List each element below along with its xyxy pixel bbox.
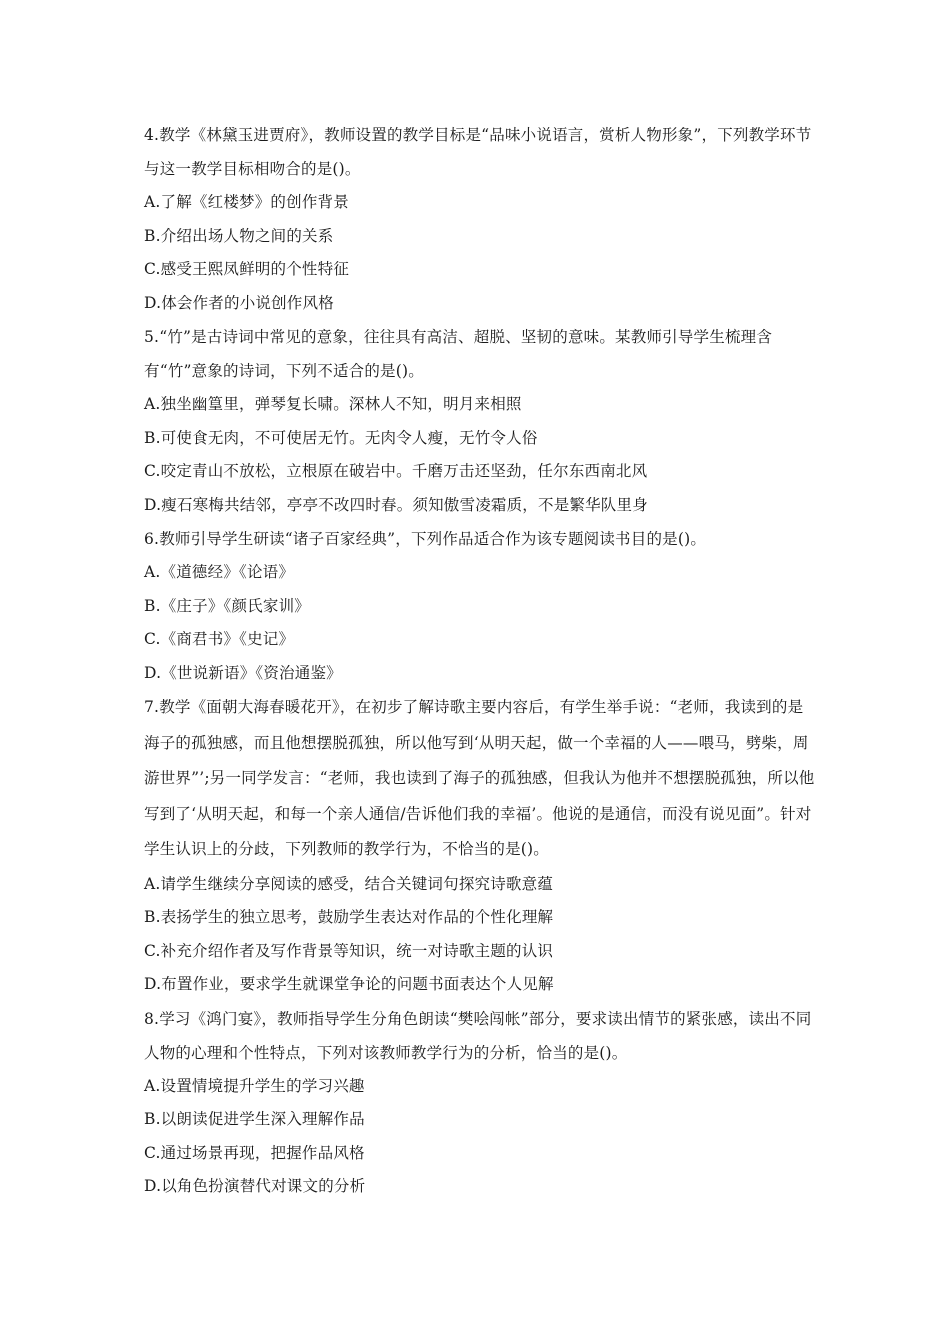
option-c: C.咬定青山不放松，立根原在破岩中。千磨万击还坚劲，任尔东西南北风	[144, 462, 648, 480]
question-4	[144, 118, 816, 320]
option-a: A.独坐幽篁里，弹琴复长啸。深林人不知，明月来相照	[144, 395, 522, 413]
question-8	[144, 1002, 816, 1204]
option-c: C.补充介绍作者及写作背景等知识，统一对诗歌主题的认识	[144, 941, 554, 960]
option-d: D.以角色扮演替代对课文的分析	[144, 1177, 366, 1195]
option-a: A.《道德经》《论语》	[144, 563, 295, 581]
option-b: B.表扬学生的独立思考，鼓励学生表达对作品的个性化理解	[144, 908, 554, 926]
option-c: C.感受王熙凤鲜明的个性特征	[144, 260, 350, 278]
option-d: D.布置作业，要求学生就课堂争论的问题书面表达个人见解	[144, 975, 554, 993]
option-b: B.介绍出场人物之间的关系	[144, 226, 334, 245]
option-c: C.《商君书》《史记》	[144, 630, 295, 648]
question-stem: 7.教学《面朝大海春暖花开》，在初步了解诗歌主要内容后，有学生举手说：“老师，我读到的是海子的孤独感，而且他想摆脱孤独，所以他写到‘从明天起，做一个幸福的人——喂马，劈柴，周游世界”’;另一同学发言：“老师，我也读到了海子的孤独感，但我认为他并不想摆脱孤独，所以他写到了‘从明天起，和每一个亲人通信/告诉他们我的幸福’。他说的是通信，而没有说见面”。针对学生认识上的分歧，下列教师的教学行为，不恰当的是()。	[144, 698, 815, 858]
option-d: D.体会作者的小说创作风格	[144, 293, 334, 312]
question-7	[144, 690, 816, 1002]
question-stem: 5.“竹”是古诗词中常见的意象，往往具有高洁、超脱、坚韧的意味。某教师引导学生梳理含有“竹”意象的诗词，下列不适合的是()。	[144, 328, 773, 380]
option-b: B.《庄子》《颜氏家训》	[144, 596, 310, 615]
option-b: B.可使食无肉，不可使居无竹。无肉令人瘦，无竹令人俗	[144, 428, 538, 447]
option-a: A.了解《红楼梦》的创作背景	[144, 193, 349, 211]
option-d: D.瘦石寒梅共结邻，亭亭不改四时春。须知傲雪凌霜质，不是繁华队里身	[144, 495, 648, 514]
question-stem: 8.学习《鸿门宴》，教师指导学生分角色朗读“樊哙闯帐”部分，要求读出情节的紧张感，读出不同人物的心理和个性特点，下列对该教师教学行为的分析，恰当的是()。	[144, 1009, 812, 1062]
option-b: B.以朗读促进学生深入理解作品	[144, 1110, 365, 1128]
exam-page	[144, 118, 816, 1204]
question-5	[144, 320, 816, 522]
option-c: C.通过场景再现，把握作品风格	[144, 1143, 365, 1162]
question-stem: 4.教学《林黛玉进贾府》，教师设置的教学目标是“品味小说语言，赏析人物形象”，下列教学环节与这一教学目标相吻合的是()。	[144, 126, 812, 178]
option-d: D.《世说新语》《资治通鉴》	[144, 663, 342, 682]
option-a: A.设置情境提升学生的学习兴趣	[144, 1076, 365, 1095]
question-6	[144, 522, 816, 690]
question-stem: 6.教师引导学生研读“诸子百家经典”，下列作品适合作为该专题阅读书目的是()。	[144, 530, 707, 548]
option-a: A.请学生继续分享阅读的感受，结合关键词句探究诗歌意蕴	[144, 874, 554, 893]
